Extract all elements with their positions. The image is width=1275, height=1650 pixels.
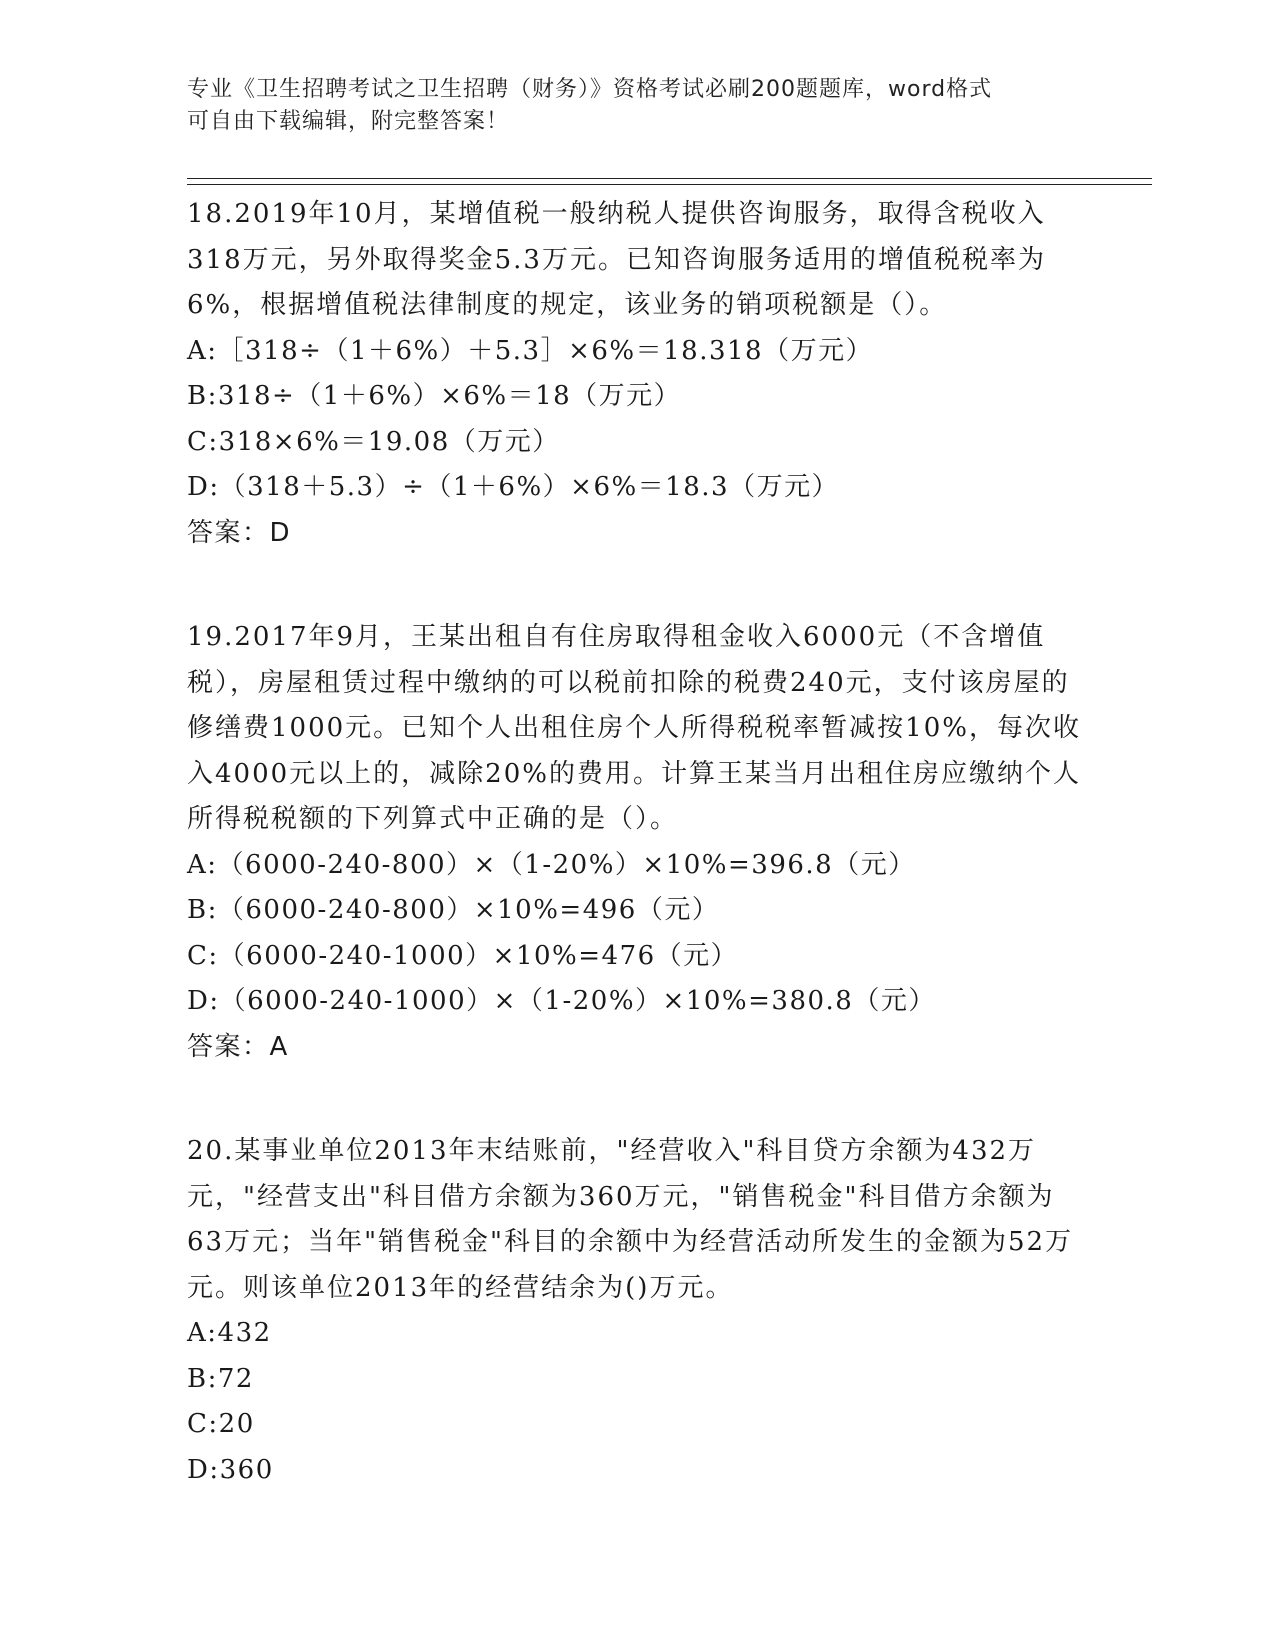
header-title-line-1: 专业《卫生招聘考试之卫生招聘（财务）》资格考试必刷200题题库，word格式: [187, 77, 993, 102]
header-rule-top: [187, 178, 1152, 179]
question-stem: 18.2019年10月，某增值税一般纳税人提供咨询服务，取得含税收入318万元，另外取得奖金5.3万元。已知咨询服务适用的增值税税率为6%，根据增值税法律制度的规定，该业务的销项税额是（）。: [187, 199, 1046, 320]
option-b: B:72: [187, 1363, 254, 1394]
question-20: [187, 1125, 1087, 1493]
option-b: B:318÷（1＋6%）×6%＝18（万元）: [187, 381, 682, 411]
option-c: C:20: [187, 1409, 255, 1439]
question-stem: 20.某事业单位2013年末结账前，"经营收入"科目贷方余额为432万元，"经营支出"科目借方余额为360万元，"销售税金"科目借方余额为63万元；当年"销售税金"科目的余额中为经营活动所发生的金额为52万元。则该单位2013年的经营结余为()万元。: [187, 1136, 1074, 1303]
answer-line: 答案：D: [187, 517, 292, 548]
option-d: D:360: [187, 1454, 274, 1485]
question-stem: 19.2017年9月，王某出租自有住房取得租金收入6000元（不含增值税），房屋租赁过程中缴纳的可以税前扣除的税费240元，支付该房屋的修缮费1000元。已知个人出租住房个人所得税税率暂减按10%，每次收入4000元以上的，减除20%的费用。计算王某当月出租住房应缴纳个人所得税税额的下列算式中正确的是（）。: [187, 622, 1081, 834]
option-b: B:（6000-240-800）×10%=496（元）: [187, 895, 720, 925]
option-c: C:（6000-240-1000）×10%=476（元）: [187, 940, 739, 971]
option-d: D:（6000-240-1000）×（1-20%）×10%=380.8（元）: [187, 986, 936, 1016]
option-a: A:（6000-240-800）×（1-20%）×10%=396.8（元）: [187, 849, 916, 880]
option-a: A:432: [187, 1318, 272, 1348]
page-header: [187, 74, 1067, 138]
question-19: [187, 611, 1087, 1070]
header-title-line-2: 可自由下载编辑，附完整答案！: [187, 109, 510, 134]
answer-line: 答案：A: [187, 1031, 289, 1062]
option-a: A:［318÷（1＋6%）＋5.3］×6%＝18.318（万元）: [187, 335, 874, 366]
question-18: [187, 188, 1087, 556]
option-d: D:（318＋5.3）÷（1＋6%）×6%＝18.3（万元）: [187, 472, 840, 502]
option-c: C:318×6%＝19.08（万元）: [187, 426, 560, 457]
question-list: [187, 188, 1087, 1548]
header-rule-bottom: [187, 184, 1152, 185]
